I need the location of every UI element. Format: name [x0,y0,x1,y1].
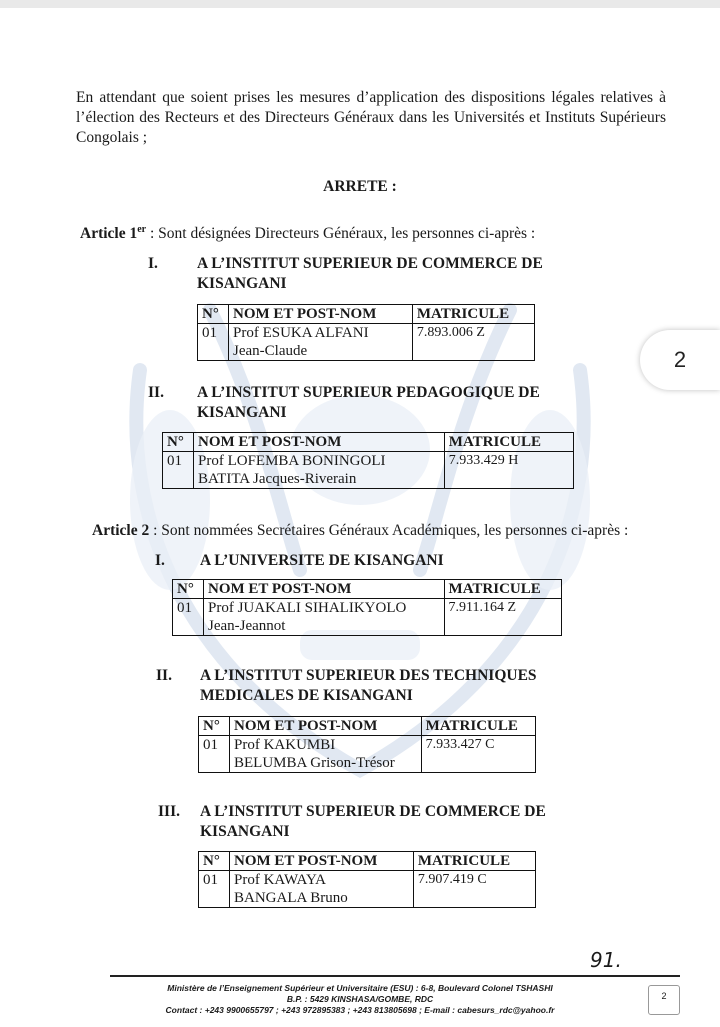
arrete-heading: ARRETE : [323,178,397,195]
section-title: A L’INSTITUT SUPERIEUR DE COMMERCE DE KISANGANI [197,255,543,292]
appointee-table [197,304,535,361]
article-2 [92,522,628,540]
footer-address: Ministère de l’Enseignement Supérieur et Universitaire (ESU) : 6-8, Boulevard Colonel TSHASHI B.P. : 5429 KINSHASA/GOMBE, RDC Contact : +243 9900655797 ; +243 972895383 ; +243 813805698 ; E-mail : cabesurs_rdc@yahoo.fr [165,983,555,1015]
article-1-label: Article 1er [80,224,147,243]
table-row: 01 Prof JUAKALI SIHALIKYOLO Jean-Jeannot 7.911.164 Z [173,599,562,636]
section-number: II. [148,384,164,401]
section-number: I. [148,255,158,272]
section-number: II. [156,667,172,684]
article-2-label: Article 2 [92,522,150,539]
section-title: A L’UNIVERSITE DE KISANGANI [200,552,444,569]
appointee-table [162,432,574,489]
footer-divider [110,975,680,977]
article-1 [80,224,535,243]
table-row: 01 Prof KAWAYA BANGALA Bruno 7.907.419 C [199,871,536,908]
table-row: 01 Prof ESUKA ALFANI Jean-Claude 7.893.006 Z [198,324,535,361]
page-indicator-badge[interactable]: 2 [640,330,720,390]
article-2-text: : Sont nommées Secrétaires Généraux Académiques, les personnes ci-après : [149,522,629,539]
section-title: A L’INSTITUT SUPERIEUR DES TECHNIQUES MEDICALES DE KISANGANI [200,667,537,704]
article-1-text: : Sont désignées Directeurs Généraux, les personnes ci-après : [146,225,536,243]
intro-paragraph: En attendant que soient prises les mesures d’application des dispositions légales relatives à l’élection des Recteurs et des Directeurs Généraux dans les Universités et Instituts Supérieurs Congolais ; [76,89,666,146]
table-header-row: N° NOM ET POST-NOM MATRICULE [199,717,536,736]
section-title: A L’INSTITUT SUPERIEUR PEDAGOGIQUE DE KISANGANI [197,384,540,421]
appointee-table [172,579,562,636]
table-header-row: N° NOM ET POST-NOM MATRICULE [163,433,574,452]
appointee-table [198,716,536,773]
page-number-box: 2 [648,985,680,1015]
handwritten-page-number: 91. [590,948,622,972]
table-row: 01 Prof LOFEMBA BONINGOLI BATITA Jacques-Riverain 7.933.429 H [163,452,574,489]
section-number: III. [158,803,180,820]
table-header-row: N° NOM ET POST-NOM MATRICULE [173,580,562,599]
section-title: A L’INSTITUT SUPERIEUR DE COMMERCE DE KISANGANI [200,803,546,840]
table-header-row: N° NOM ET POST-NOM MATRICULE [198,305,535,324]
table-row: 01 Prof KAKUMBI BELUMBA Grison-Trésor 7.933.427 C [199,736,536,773]
scan-top-band [0,0,720,8]
table-header-row: N° NOM ET POST-NOM MATRICULE [199,852,536,871]
appointee-table [198,851,536,908]
section-number: I. [155,552,165,569]
